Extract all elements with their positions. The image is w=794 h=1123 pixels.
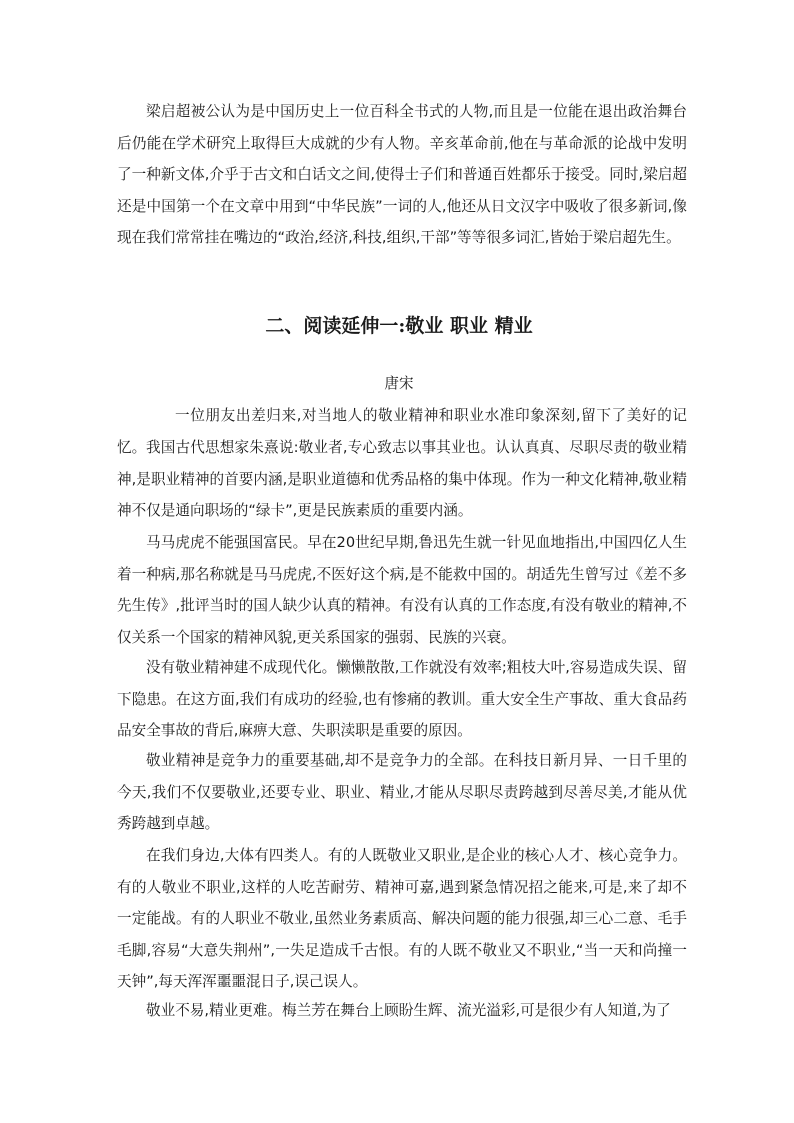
body-paragraph: 我国古代思想家朱熹说:敬业者,专心致志以事其业也。认认真真、尽职尽责的敬业精神,是职业精神的首要内涵,是职业道德和优秀品格的集中体现。作为一种文化精神,敬业精神不仅是通向职场的“绿卡”,更是民族素质的重要内涵。 [117,439,687,519]
body-paragraph: 敬业精神是竞争力的重要基础,却不是竞争力的全部。在科技日新月异、一日千里的今天,我们不仅要敬业,还要专业、职业、精业,才能从尽职尽责跨越到尽善尽美,才能从优秀跨越到卓越。 [117,752,687,832]
body-paragraph: 敬业不易,精业更难。梅兰芳在舞台上顾盼生辉、流光溢彩,可是很少有人知道,为了 [146,1002,671,1019]
section-title: 二、阅读延伸一:敬业 职业 精业 [265,315,533,337]
body-paragraph: 一位朋友出差归来,对当地人的敬业精神和职业水准印象深刻,留下了美好的记忆。 [117,407,687,456]
body-paragraph: 马马虎虎不能强国富民。早在20世纪早期,鲁迅先生就一针见血地指出,中国四亿人生着一种病,那名称就是马马虎虎,不医好这个病,是不能救中国的。胡适先生曾写过《差不多先生传》,批评当时的国人缺少认真的精神。有没有认真的工作态度,有没有敬业的精神,不仅关系一个国家的精神风貌,更关系国家的强弱、民族的兴衰。 [117,534,687,646]
intro-paragraph: 梁启超被公认为是中国历史上一位百科全书式的人物,而且是一位能在退出政治舞台后仍能在学术研究上取得巨大成就的少有人物。辛亥革命前,他在与革命派的论战中发明了一种新文体,介乎于古文和白话文之间,使得士子们和普通百姓都乐于接受。同时,梁启超还是中国第一个在文章中用到“中华民族”一词的人,他还从日文汉字中吸收了很多新词,像现在我们常常挂在嘴边的“政治,经济,科技,组织,干部”等等很多词汇,皆始于梁启超先生。 [117,103,687,246]
body-paragraph: 在我们身边,大体有四类人。有的人既敬业又职业,是企业的核心人才、核心竞争力。有的人敬业不职业,这样的人吃苦耐劳、精神可嘉,遇到紧急情况招之能来,可是,来了却不一定能战。有的人职业不敬业,虽然业务素质高、解决问题的能力很强,却三心二意、毛手毛脚,容易“大意失荆州”,一失足造成千古恨。有的人既不敬业又不职业,“当一天和尚撞一天钟”,每天浑浑噩噩混日子,误己误人。 [117,847,687,990]
author-name: 唐宋 [384,375,414,392]
body-paragraph: 没有敬业精神建不成现代化。懒懒散散,工作就没有效率;粗枝大叶,容易造成失误、留下隐患。在这方面,我们有成功的经验,也有惨痛的教训。重大安全生产事故、重大食品药品安全事故的背后,麻痹大意、失职渎职是重要的原因。 [117,659,687,739]
